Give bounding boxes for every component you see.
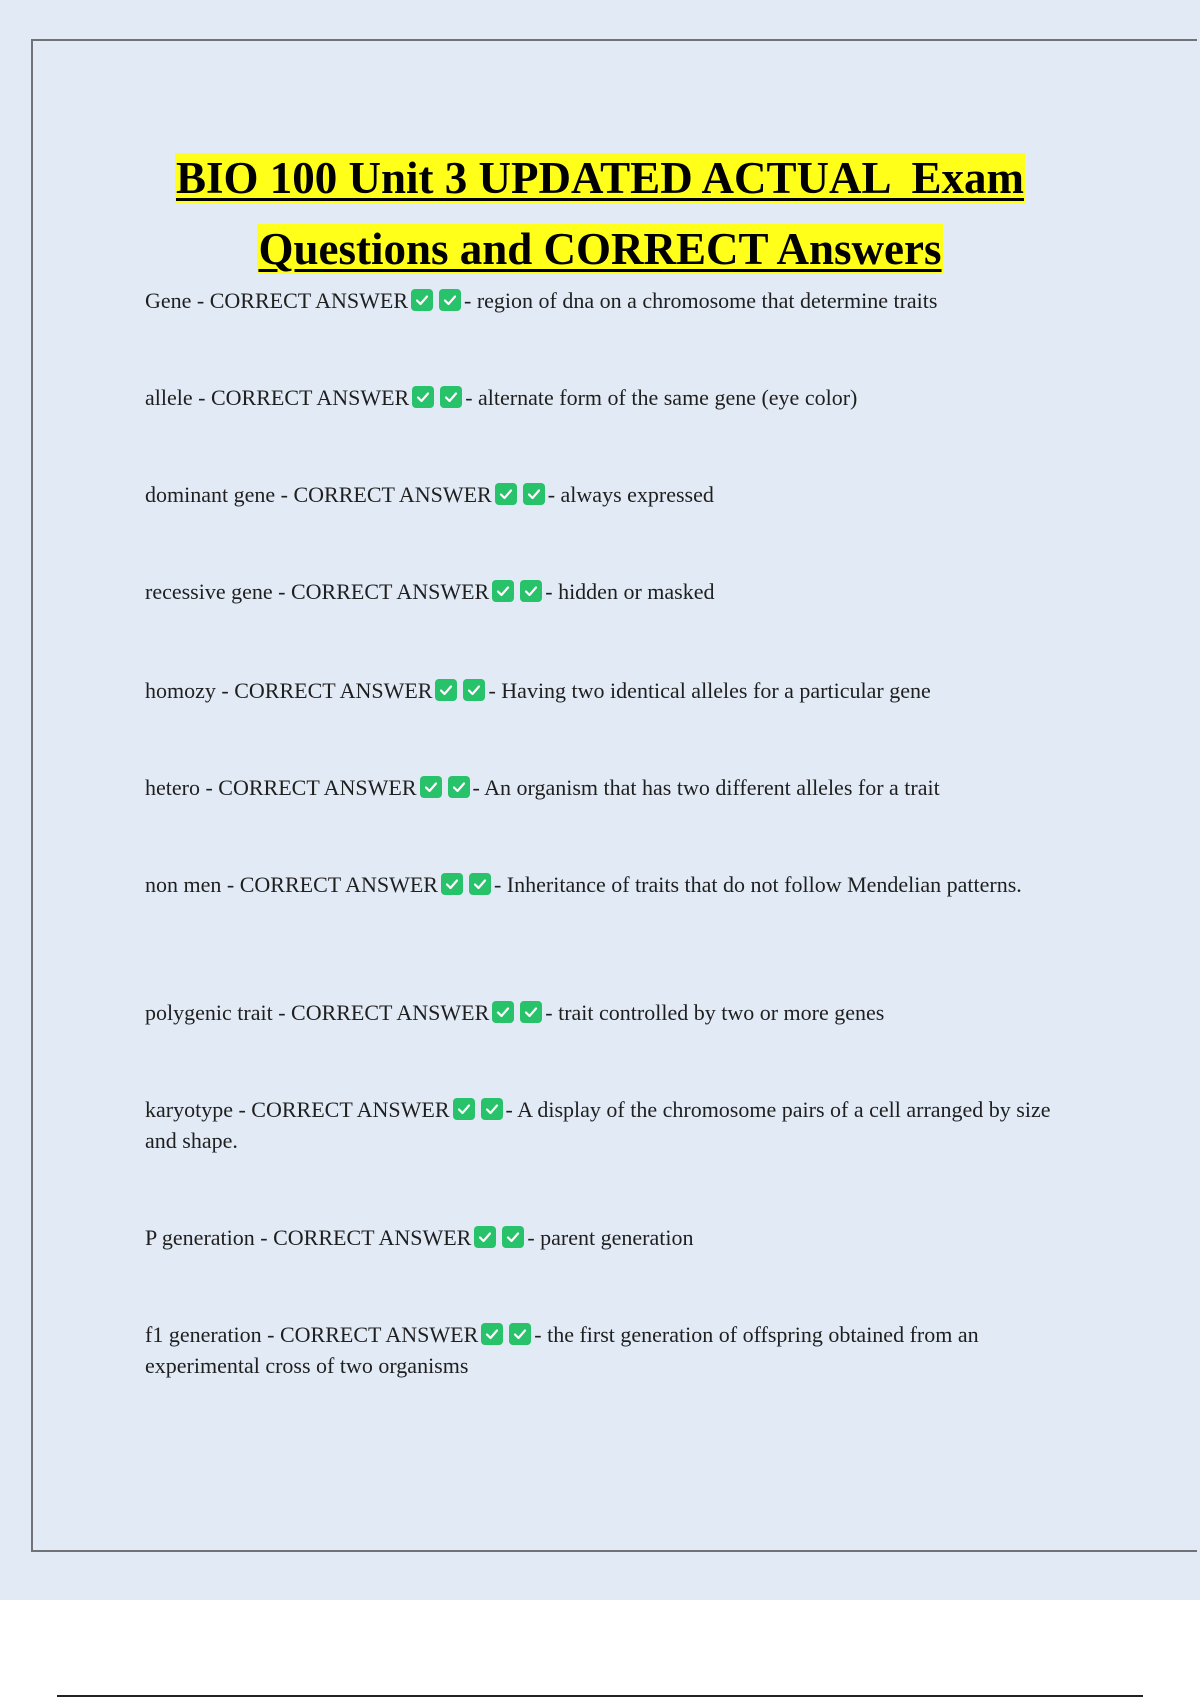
entry-definition: the first generation of offspring obtained from an experimental cross of two organisms bbox=[145, 1322, 979, 1378]
check-mark-icon bbox=[481, 1323, 503, 1345]
check-mark-icon bbox=[441, 873, 463, 895]
answer-marker: CORRECT ANSWER bbox=[218, 775, 417, 800]
qa-entry: non men - CORRECT ANSWER - Inheritance of traits that do not follow Mendelian patterns. bbox=[145, 872, 1022, 897]
check-mark-icon bbox=[412, 386, 434, 408]
entry-term: recessive gene bbox=[145, 579, 273, 604]
entry-term: homozy bbox=[145, 678, 216, 703]
entry-term: P generation bbox=[145, 1225, 255, 1250]
entry-definition: Having two identical alleles for a particular gene bbox=[501, 678, 931, 703]
entry-definition: A display of the chromosome pairs of a cell arranged by size and shape. bbox=[145, 1097, 1051, 1153]
answer-marker: CORRECT ANSWER bbox=[234, 678, 433, 703]
answer-marker: CORRECT ANSWER bbox=[273, 1225, 472, 1250]
qa-entry: P generation - CORRECT ANSWER - parent generation bbox=[145, 1225, 694, 1250]
check-mark-icon bbox=[509, 1323, 531, 1345]
document-title bbox=[0, 148, 1200, 290]
answer-marker: CORRECT ANSWER bbox=[239, 872, 438, 897]
entry-term: allele bbox=[145, 385, 193, 410]
check-mark-icon bbox=[420, 776, 442, 798]
entry-definition: hidden or masked bbox=[558, 579, 715, 604]
entry-term: f1 generation bbox=[145, 1322, 262, 1347]
qa-entry: karyotype - CORRECT ANSWER - A display of the chromosome pairs of a cell arranged by size and shape. bbox=[145, 1097, 1051, 1153]
entry-definition: An organism that has two different alleles for a trait bbox=[484, 775, 940, 800]
qa-entry: hetero - CORRECT ANSWER - An organism that has two different alleles for a trait bbox=[145, 775, 940, 800]
answer-marker: CORRECT ANSWER bbox=[209, 288, 408, 313]
qa-entry: f1 generation - CORRECT ANSWER - the first generation of offspring obtained from an experimental cross of two organisms bbox=[145, 1322, 979, 1378]
entry-term: polygenic trait bbox=[145, 1000, 273, 1025]
answer-marker: CORRECT ANSWER bbox=[291, 1000, 490, 1025]
entry-definition: trait controlled by two or more genes bbox=[558, 1000, 885, 1025]
check-mark-icon bbox=[469, 873, 491, 895]
footer-divider bbox=[57, 1695, 1143, 1697]
check-mark-icon bbox=[495, 483, 517, 505]
answer-marker: CORRECT ANSWER bbox=[251, 1097, 450, 1122]
qa-entry: dominant gene - CORRECT ANSWER - always expressed bbox=[145, 482, 714, 507]
answer-marker: CORRECT ANSWER bbox=[280, 1322, 479, 1347]
qa-entry: polygenic trait - CORRECT ANSWER - trait controlled by two or more genes bbox=[145, 1000, 885, 1025]
check-mark-icon bbox=[520, 1001, 542, 1023]
entry-definition: parent generation bbox=[540, 1225, 694, 1250]
entry-definition: region of dna on a chromosome that determine traits bbox=[476, 288, 938, 313]
check-mark-icon bbox=[448, 776, 470, 798]
check-mark-icon bbox=[435, 679, 457, 701]
check-mark-icon bbox=[492, 580, 514, 602]
title-line-2: Questions and CORRECT Answers bbox=[258, 224, 942, 274]
check-mark-icon bbox=[523, 483, 545, 505]
answer-marker: CORRECT ANSWER bbox=[293, 482, 492, 507]
check-mark-icon bbox=[411, 289, 433, 311]
check-mark-icon bbox=[463, 679, 485, 701]
check-mark-icon bbox=[440, 386, 462, 408]
answer-marker: CORRECT ANSWER bbox=[290, 579, 490, 604]
entry-definition: alternate form of the same gene (eye color) bbox=[478, 385, 858, 410]
qa-entry: homozy - CORRECT ANSWER - Having two identical alleles for a particular gene bbox=[145, 678, 931, 703]
qa-entry: recessive gene - CORRECT ANSWER - hidden or masked bbox=[145, 579, 715, 604]
check-mark-icon bbox=[481, 1098, 503, 1120]
check-mark-icon bbox=[453, 1098, 475, 1120]
entry-term: dominant gene bbox=[145, 482, 276, 507]
check-mark-icon bbox=[474, 1226, 496, 1248]
entry-definition: Inheritance of traits that do not follow Mendelian patterns. bbox=[506, 872, 1022, 897]
check-mark-icon bbox=[502, 1226, 524, 1248]
entry-term: Gene bbox=[145, 288, 192, 313]
check-mark-icon bbox=[439, 289, 461, 311]
title-line-1: BIO 100 Unit 3 UPDATED ACTUAL Exam bbox=[175, 153, 1024, 203]
check-mark-icon bbox=[520, 580, 542, 602]
entry-term: non men bbox=[145, 872, 222, 897]
entry-term: hetero bbox=[145, 775, 200, 800]
entry-definition: always expressed bbox=[560, 482, 714, 507]
entry-term: karyotype bbox=[145, 1097, 233, 1122]
qa-entry: Gene - CORRECT ANSWER - region of dna on a chromosome that determine traits bbox=[145, 288, 938, 313]
check-mark-icon bbox=[492, 1001, 514, 1023]
answer-marker: CORRECT ANSWER bbox=[210, 385, 410, 410]
qa-entry: allele - CORRECT ANSWER - alternate form of the same gene (eye color) bbox=[145, 385, 858, 410]
